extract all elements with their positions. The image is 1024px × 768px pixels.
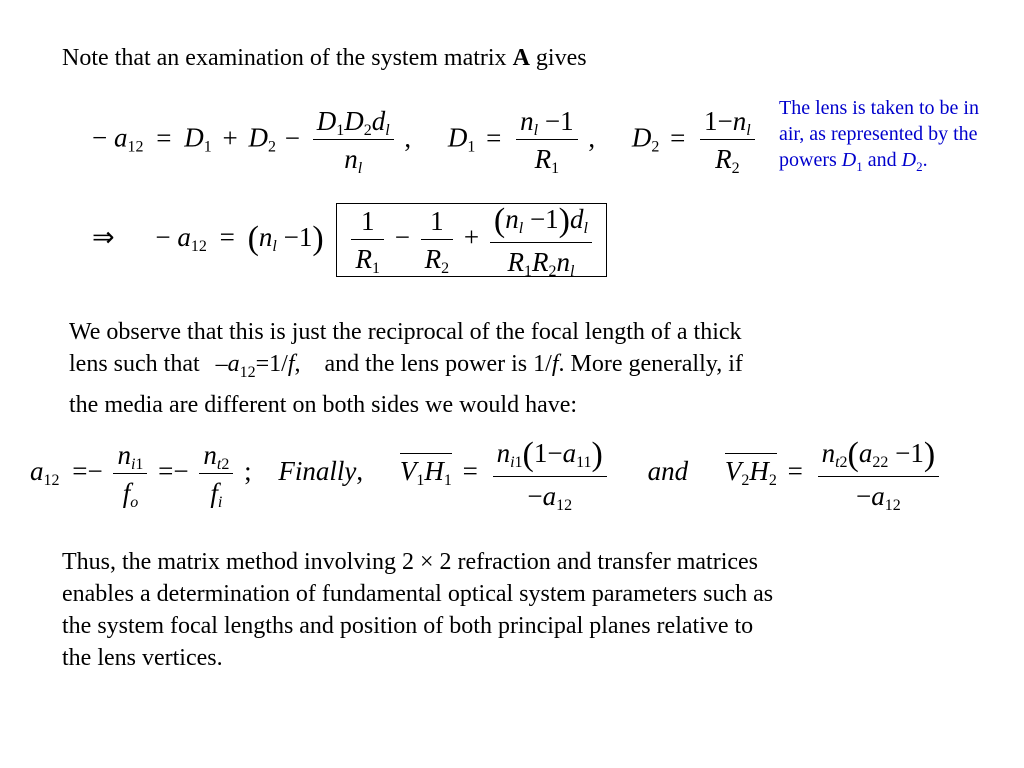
numerator — [351, 205, 384, 240]
sub-12: 12 — [190, 238, 207, 256]
line-2-end: . More generally, if — [558, 351, 743, 377]
left-paren: ( — [522, 436, 534, 473]
minus-sign: − — [855, 481, 872, 511]
minus-sign: − — [529, 204, 546, 234]
sub-l: l — [272, 238, 277, 256]
sym-a: a — [30, 456, 44, 487]
sub-12: 12 — [556, 497, 573, 514]
numerator — [113, 439, 147, 474]
sub-t: t — [216, 455, 222, 473]
expr-b: =1/ — [255, 351, 288, 377]
paragraph-2-line-2: enables a determination of fundamental optical system parameters such as — [62, 581, 774, 607]
sym-R: R — [531, 247, 549, 277]
sub-1: 1 — [336, 122, 345, 139]
sub-l: l — [583, 220, 588, 237]
denominator — [516, 140, 577, 177]
sym-f: f — [210, 477, 218, 508]
comma: , — [356, 456, 364, 487]
side-note-sub1: 1 — [856, 159, 863, 174]
sub-1: 1 — [551, 160, 560, 177]
sub-1: 1 — [514, 454, 523, 471]
sub-2: 2 — [651, 138, 660, 156]
sub-1: 1 — [135, 455, 144, 473]
bracket-group — [336, 202, 607, 280]
sub-l: l — [385, 122, 390, 139]
sub-2: 2 — [731, 160, 740, 177]
sym-R: R — [507, 247, 524, 277]
sub-o: o — [130, 493, 139, 511]
fraction-V2H2 — [818, 436, 940, 514]
sub-2: 2 — [768, 472, 777, 490]
paragraph-2-line-1: Thus, the matrix method involving 2 × 2 refraction and transfer matrices — [62, 549, 758, 575]
denominator — [113, 474, 147, 511]
sym-V: V — [399, 456, 417, 487]
sub-12: 12 — [43, 472, 60, 490]
sub-22: 22 — [872, 454, 889, 471]
sym-a: a — [177, 222, 191, 253]
sym-n: n — [505, 204, 519, 234]
semicolon: ; — [244, 456, 252, 487]
left-paren: ( — [847, 436, 859, 473]
minus-sign: − — [527, 481, 543, 511]
sym-n: n — [821, 438, 836, 468]
sym-a: a — [858, 438, 873, 468]
side-note-text: The lens is taken to be in air, as represented by the powers — [779, 97, 979, 171]
right-paren: ) — [591, 436, 603, 473]
denominator — [818, 477, 940, 514]
equals-sign: = — [156, 122, 172, 153]
side-note-and: and — [867, 149, 897, 171]
minus-sign: − — [717, 106, 733, 136]
sub-t: t — [835, 454, 840, 471]
fraction-V1H1 — [493, 436, 607, 514]
denominator — [313, 140, 394, 177]
comma: , — [404, 122, 412, 153]
sub-1: 1 — [203, 138, 212, 156]
sub-12: 12 — [884, 497, 901, 514]
plus-sign: + — [222, 122, 238, 153]
sym-d: d — [371, 106, 386, 136]
equals-sign: = — [72, 456, 88, 487]
one: 1 — [298, 222, 313, 253]
side-note-D2: D — [901, 149, 917, 171]
paragraph-1-line-1: We observe that this is just the reciprocal of the focal length of a thick — [69, 319, 742, 345]
sym-D: D — [447, 122, 468, 153]
sym-n: n — [117, 439, 131, 470]
sym-R: R — [534, 144, 552, 174]
sub-2: 2 — [741, 472, 750, 490]
one: 1 — [910, 438, 924, 468]
paragraph-2-line-4: the lens vertices. — [62, 645, 223, 671]
denominator — [490, 243, 592, 280]
sub-l: l — [533, 122, 539, 139]
one: 1 — [533, 438, 548, 468]
equals-sign: = — [462, 456, 478, 487]
sym-n: n — [203, 439, 217, 470]
sub-l: l — [746, 122, 751, 139]
fraction-1-minus-n-over-R2 — [700, 106, 755, 177]
minus-sign: − — [547, 438, 563, 468]
line-2-middle: and the lens power is 1/ — [324, 351, 552, 377]
sym-a: a — [562, 438, 577, 468]
minus-sign: − — [394, 222, 410, 253]
fraction-1-over-R2 — [421, 205, 454, 277]
denominator — [700, 140, 755, 177]
sub-1: 1 — [371, 259, 380, 277]
minus-sign: − — [155, 222, 171, 253]
side-note-end: . — [922, 149, 928, 171]
numerator — [490, 204, 592, 243]
plus-sign: + — [463, 222, 480, 253]
right-paren: ) — [558, 202, 570, 239]
side-note-D1: D — [841, 149, 857, 171]
one: 1 — [545, 204, 559, 234]
equals-sign: = — [486, 122, 502, 153]
one: 1 — [560, 106, 574, 136]
finally-word: Finally — [278, 456, 357, 487]
sym-R: R — [424, 243, 442, 274]
left-paren: ( — [247, 220, 259, 258]
paragraph-1 — [69, 316, 929, 421]
fraction-n-minus-1-over-R1 — [516, 106, 577, 177]
minus-sign: − — [284, 122, 300, 153]
sub-i: i — [217, 493, 223, 511]
sym-H: H — [424, 456, 444, 487]
sub-l: l — [569, 263, 575, 280]
equation-row-3 — [30, 436, 943, 514]
one: 1 — [430, 205, 444, 236]
expr-a: –a — [215, 351, 240, 377]
comma: , — [588, 122, 596, 153]
paragraph-2 — [62, 546, 942, 674]
side-note — [779, 95, 994, 180]
expr-f: f — [287, 351, 295, 377]
sub-12: 12 — [127, 138, 144, 156]
numerator — [700, 108, 755, 140]
sub-1: 1 — [467, 138, 476, 156]
fraction-ni1-over-fo — [113, 439, 147, 511]
denominator — [493, 477, 607, 514]
sym-R: R — [355, 243, 372, 274]
minus-sign: − — [173, 456, 189, 487]
equals-sign: = — [158, 456, 174, 487]
sub-2: 2 — [548, 263, 557, 280]
fraction-nt2-over-fi — [199, 439, 233, 511]
sub-11: 11 — [576, 454, 592, 471]
sym-V: V — [724, 456, 742, 487]
sub-2: 2 — [267, 138, 276, 156]
side-note-sub2: 2 — [916, 159, 923, 174]
paragraph-1-line-2 — [69, 348, 929, 389]
sub-1: 1 — [523, 263, 532, 280]
sym-n: n — [258, 222, 273, 253]
one: 1 — [360, 205, 375, 236]
sym-n: n — [344, 144, 358, 174]
sym-R: R — [715, 144, 732, 174]
sym-a: a — [542, 481, 557, 511]
matrix-symbol: A — [512, 45, 530, 71]
sub-2: 2 — [839, 454, 848, 471]
sym-n: n — [520, 106, 534, 136]
denominator — [199, 474, 233, 511]
equation-row-2 — [92, 202, 607, 280]
sym-D: D — [248, 122, 268, 153]
one: 1 — [704, 106, 718, 136]
sub-2: 2 — [221, 455, 230, 473]
sym-H: H — [749, 456, 769, 487]
line-2-start: lens such that — [69, 351, 200, 377]
minus-sign: − — [92, 122, 108, 153]
fraction-n-minus-1-d-over-R1R2n — [490, 202, 592, 280]
equals-sign: = — [787, 456, 803, 487]
sym-a: a — [871, 481, 885, 511]
sub-2: 2 — [363, 122, 372, 139]
sym-D: D — [184, 122, 204, 153]
sub-1: 1 — [416, 472, 425, 490]
intro-text: Note that an examination of the system matrix — [62, 45, 507, 71]
fraction-D1D2d-over-n — [313, 106, 394, 177]
denominator — [351, 240, 384, 277]
sym-D: D — [316, 106, 337, 136]
paragraph-1-line-3: the media are different on both sides we would have: — [69, 391, 578, 418]
minus-sign: − — [895, 438, 911, 468]
paragraph-2-line-3: the system focal lengths and position of both principal planes relative to — [62, 613, 754, 639]
denominator — [421, 240, 454, 277]
sym-a: a — [113, 122, 128, 153]
sub-1: 1 — [443, 472, 452, 490]
right-paren: ) — [312, 220, 324, 258]
intro-line — [62, 42, 587, 74]
minus-sign: − — [544, 106, 561, 136]
sym-n: n — [496, 438, 511, 468]
sym-d: d — [570, 204, 584, 234]
sub-2: 2 — [441, 259, 450, 277]
numerator — [493, 438, 607, 477]
sym-D: D — [631, 122, 652, 153]
and-word: and — [647, 456, 689, 487]
sub-i: i — [510, 454, 515, 471]
overline-V2H2 — [724, 453, 777, 490]
equation-row-1 — [92, 106, 759, 177]
numerator — [199, 439, 233, 474]
equals-sign: = — [670, 122, 686, 153]
intro-tail: gives — [535, 45, 587, 71]
numerator — [818, 438, 940, 477]
numerator — [313, 108, 394, 140]
numerator — [516, 108, 577, 140]
numerator — [421, 205, 454, 240]
equals-sign: = — [219, 222, 235, 253]
overline-V1H1 — [399, 453, 452, 490]
sub-l: l — [357, 160, 363, 177]
left-paren: ( — [493, 202, 506, 239]
sub-i: i — [130, 455, 136, 473]
sym-f: f — [122, 477, 131, 508]
expr-c: , — [294, 351, 301, 377]
sym-n: n — [732, 106, 747, 136]
inline-expression — [215, 351, 301, 381]
sym-D: D — [344, 106, 364, 136]
minus-sign: − — [87, 456, 103, 487]
expr-sub: 12 — [239, 363, 256, 381]
implies-arrow: ⇒ — [92, 222, 115, 253]
minus-sign: − — [283, 222, 299, 253]
fraction-1-over-R1 — [351, 205, 384, 277]
sub-l: l — [518, 220, 524, 237]
sym-n: n — [556, 247, 570, 277]
line-2-f: f — [551, 351, 559, 377]
right-paren: ) — [923, 436, 936, 473]
